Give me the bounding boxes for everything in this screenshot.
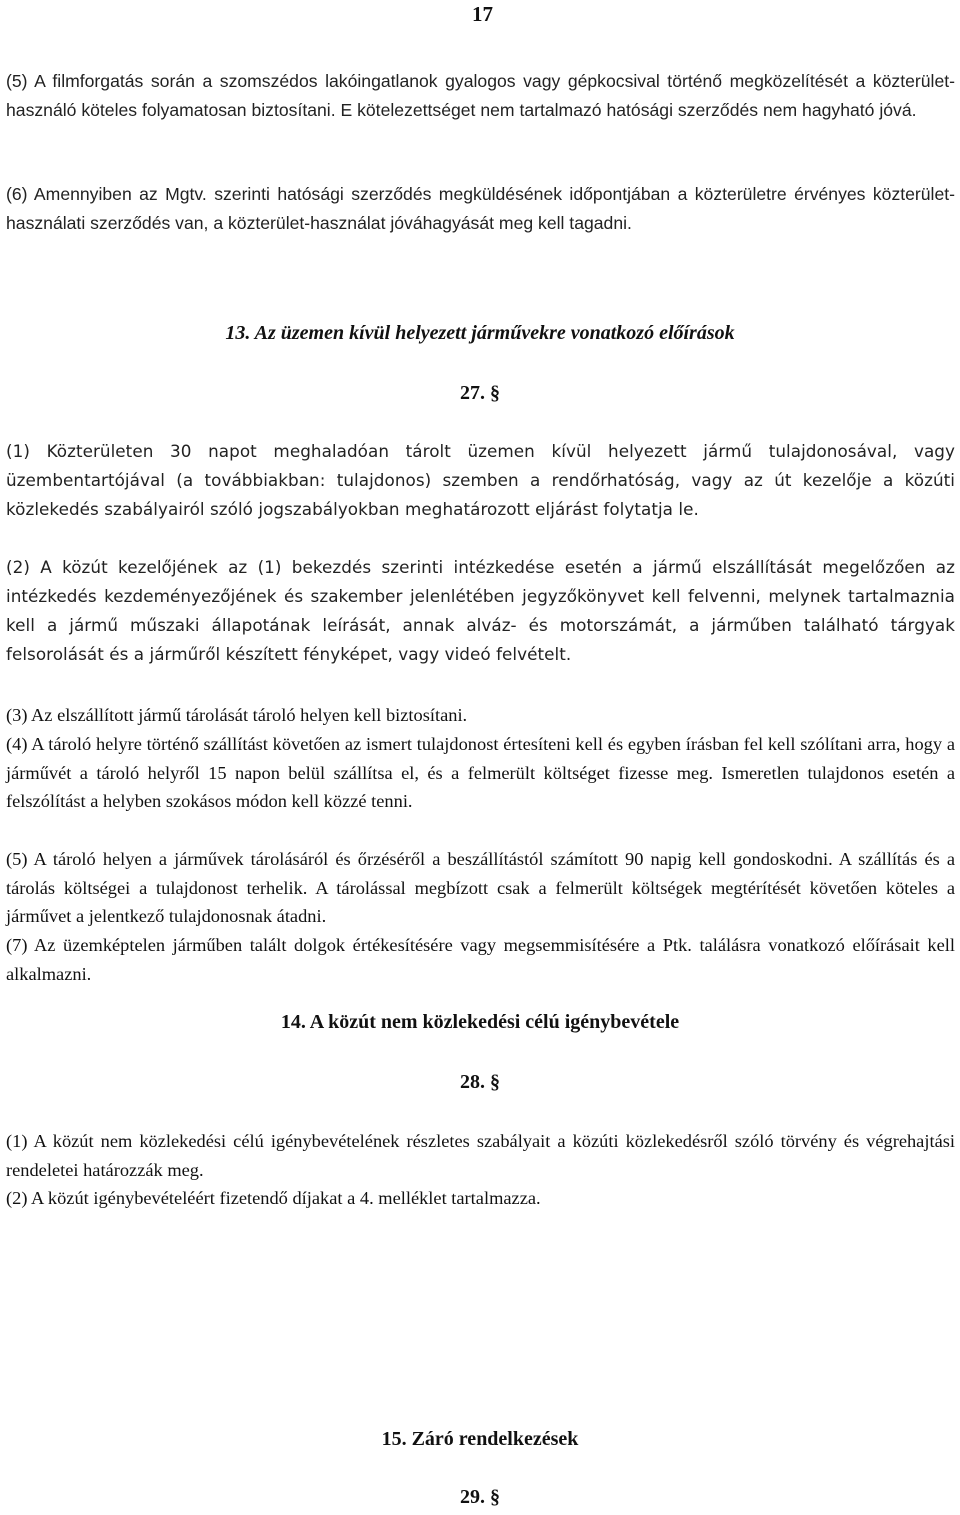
section-15-title: 15. Záró rendelkezések: [381, 1428, 579, 1450]
section-13-title: 13. Az üzemen kívül helyezett járművekre vonatkozó előírások: [225, 322, 735, 344]
section-13-paragraph-number: 27. §: [460, 382, 500, 404]
section-14-title: 14. A közút nem közlekedési célú igénybevétele: [280, 1011, 680, 1033]
section-14-paragraph-2: (2) A közút igénybevételéért fizetendő díjakat a 4. melléklet tartalmazza.: [6, 1188, 541, 1208]
paragraph-6-mgtv: (6) Amennyiben az Mgtv. szerinti hatósági szerződés megküldésének időpontjában a közterületre érvényes közterület-használati szerződés van, a közterület-használat jóváhagyását meg kell tagadni.: [6, 184, 955, 233]
section-14-paragraph-1: (1) A közút nem közlekedési célú igénybevételének részletes szabályait a közúti közlekedésről szóló törvény és végrehajtási rendeletei határozzák meg.: [6, 1131, 955, 1180]
section-13-paragraph-3: (3) Az elszállított jármű tárolását tároló helyen kell biztosítani.: [6, 705, 468, 725]
paragraph-5-filming: (5) A filmforgatás során a szomszédos lakóingatlanok gyalogos vagy gépkocsival történő megközelítését a közterület-használó köteles folyamatosan biztosítani. E kötelezettséget nem tartalmazó hatósági szerződés nem hagyható jóvá.: [6, 71, 955, 120]
section-13-paragraph-2: (2) A közút kezelőjének az (1) bekezdés szerinti intézkedése esetén a jármű elszállítását megelőzően az intézkedés kezdeményezőjének és szakember jelenlétében jegyzőkönyvet kell felvenni, melynek tartalmaznia kell a jármű műszaki állapotának leírását, annak alváz- és motorszámát, a járműben található tárgyak felsorolását és a járműről készített fényképet, vagy videó felvételt.: [6, 557, 955, 664]
section-13-paragraph-4: (4) A tároló helyre történő szállítást követően az ismert tulajdonost értesíteni kell és egyben írásban fel kell szólítani arra, hogy a járművét a tároló helyről 15 napon belül szállítsa el, és a felmerült költséget fizesse meg. Ismeretlen tulajdonos esetén a felszólítást a helyben szokásos módon kell közzé tenni.: [6, 734, 955, 811]
section-15-paragraph-number: 29. §: [460, 1486, 500, 1508]
section-14-paragraph-number: 28. §: [460, 1071, 500, 1093]
section-13-paragraph-5: (5) A tároló helyen a járművek tárolásáról és őrzéséről a beszállítástól számított 90 napig kell gondoskodni. A szállítás és a tárolás költségei a tulajdonost terhelik. A tárolással megbízott csak a felmerült költségek megtérítését követően köteles a járművet a jelentkező tulajdonosnak átadni.: [6, 849, 955, 926]
section-13-paragraph-1: (1) Közterületen 30 napot meghaladóan tárolt üzemen kívül helyezett jármű tulajdonosával, vagy üzembentartójával (a továbbiakban: tulajdonos) szemben a rendőrhatóság, vagy az út kezelője a közúti közlekedés szabályairól szóló jogszabályokban meghatározott eljárást folytatja le.: [6, 441, 955, 519]
page-number: 17: [472, 2, 493, 26]
section-13-paragraph-7: (7) Az üzemképtelen járműben talált dolgok értékesítésére vagy megsemmisítésére a Ptk. találásra vonatkozó előírásait kell alkalmazni.: [6, 935, 955, 984]
